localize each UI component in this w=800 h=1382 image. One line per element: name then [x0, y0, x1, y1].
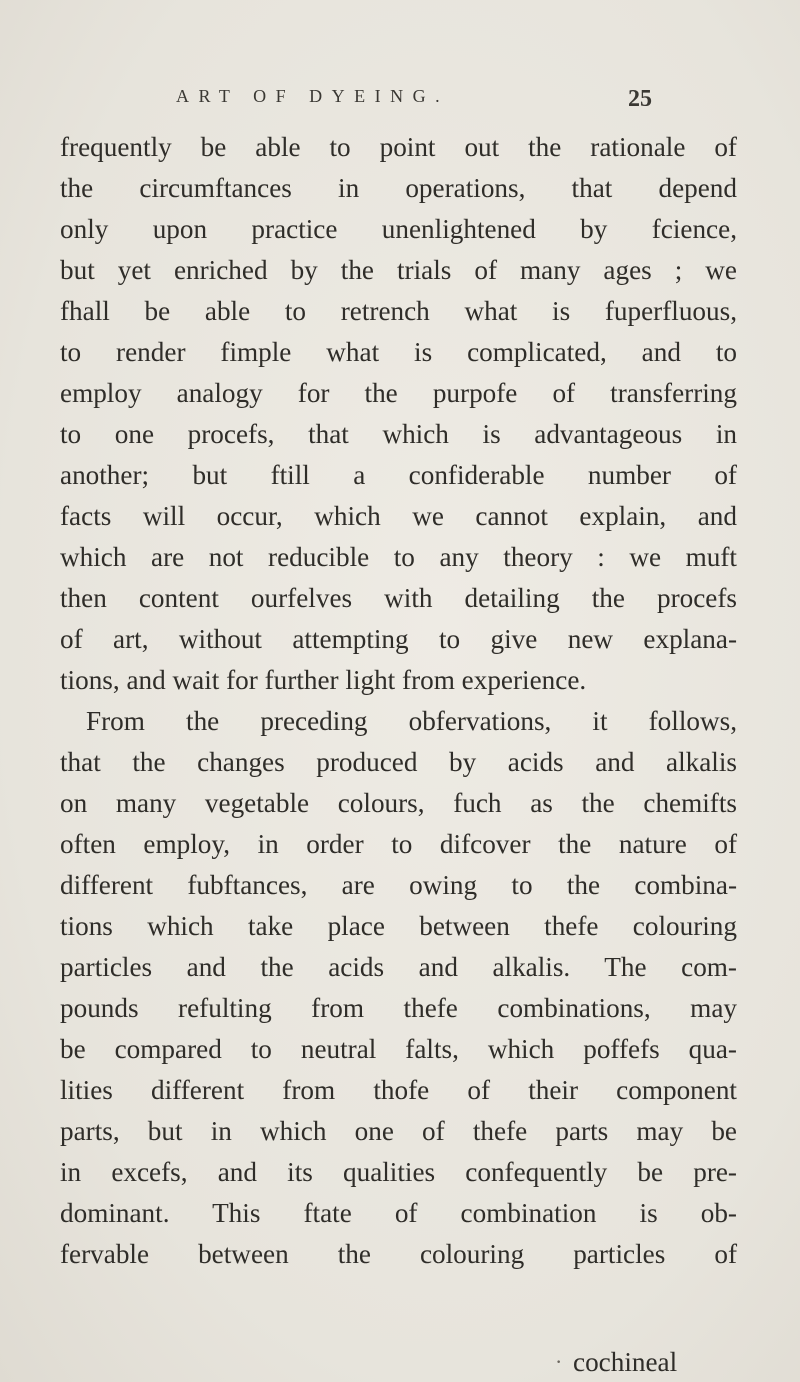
text-line: employ analogy for the purpofe of transferring	[60, 378, 737, 408]
text-line: tions, and wait for further light from experience.	[60, 665, 587, 695]
text-line: to one procefs, that which is advantageous in	[60, 419, 737, 449]
text-line: lities different from thofe of their component	[60, 1075, 737, 1105]
text-line: pounds refulting from thefe combinations, may	[60, 993, 737, 1023]
text-line: but yet enriched by the trials of many ages ; we	[60, 255, 737, 285]
text-line: dominant. This ftate of combination is ob-	[60, 1198, 737, 1228]
running-head	[0, 86, 800, 116]
text-line: then content ourfelves with detailing the procefs	[60, 583, 737, 613]
page-number: 25	[628, 86, 652, 112]
text-line: of art, without attempting to give new explana-	[60, 624, 737, 654]
text-line: be compared to neutral falts, which poffefs qua-	[60, 1034, 737, 1064]
text-line: fhall be able to retrench what is fuperfluous,	[60, 296, 737, 326]
text-line: facts will occur, which we cannot explain, and	[60, 501, 737, 531]
running-head-title: ART OF DYEING.	[176, 86, 450, 106]
catchword: cochineal	[573, 1347, 678, 1377]
text-line: fervable between the colouring particles of	[60, 1239, 737, 1269]
text-line: particles and the acids and alkalis. The com-	[60, 952, 737, 982]
text-line: only upon practice unenlightened by fcience,	[60, 214, 737, 244]
text-line: the circumftances in operations, that depend	[60, 173, 737, 203]
text-line: parts, but in which one of thefe parts may be	[60, 1116, 737, 1146]
text-line: that the changes produced by acids and alkalis	[60, 747, 737, 777]
text-line: often employ, in order to difcover the nature of	[60, 829, 737, 859]
text-line: to render fimple what is complicated, and to	[60, 337, 737, 367]
text-line: another; but ftill a confiderable number of	[60, 460, 737, 490]
text-line: on many vegetable colours, fuch as the chemifts	[60, 788, 737, 818]
text-line: in excefs, and its qualities confequently be pre-	[60, 1157, 737, 1187]
paragraph-first-line: From the preceding obfervations, it follows,	[86, 706, 737, 736]
stray-mark: ·	[555, 1349, 563, 1374]
text-line: different fubftances, are owing to the combina-	[60, 870, 737, 900]
text-line: which are not reducible to any theory : we muft	[60, 542, 737, 572]
text-line: tions which take place between thefe colouring	[60, 911, 737, 941]
text-line: frequently be able to point out the rationale of	[60, 132, 737, 162]
